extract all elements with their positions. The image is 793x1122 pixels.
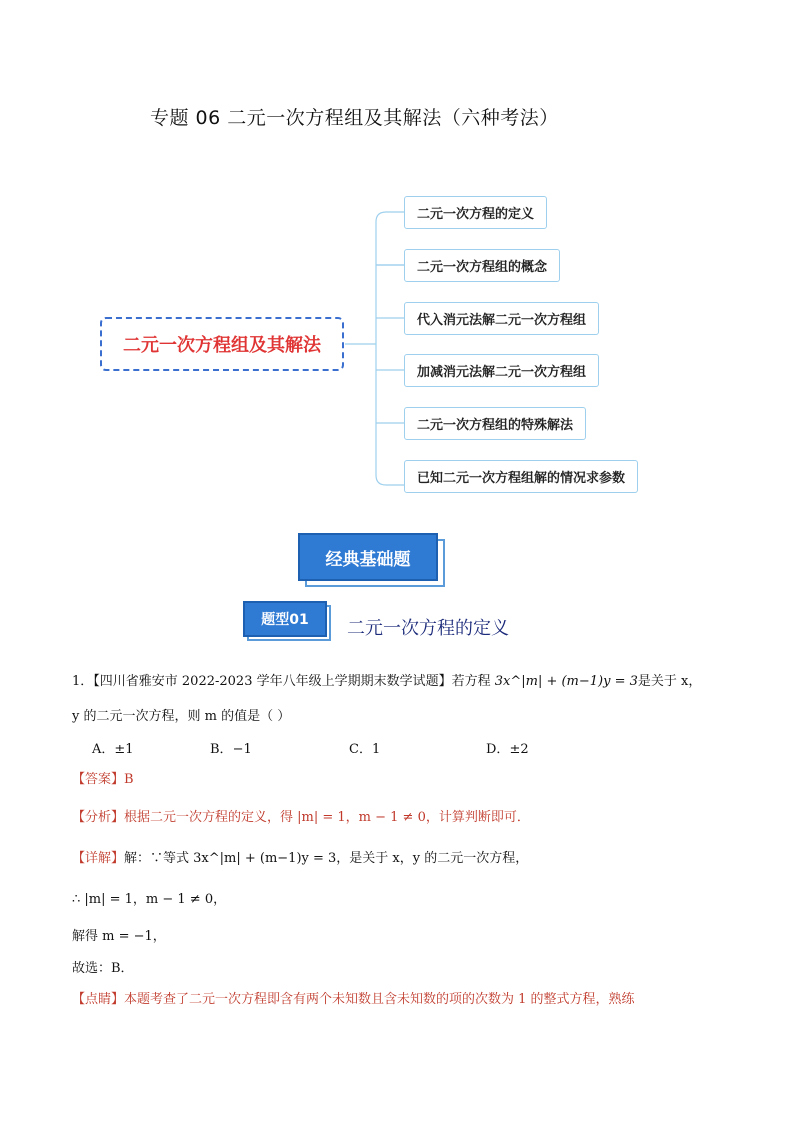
answer-line (72, 768, 134, 787)
answer-value: B (124, 772, 134, 787)
mind-map-branch-special: 二元一次方程组的特殊解法 (404, 407, 586, 440)
comment-text: 本题考查了二元一次方程即含有两个未知数且含未知数的项的次数为 1 的整式方程，熟练 (124, 992, 635, 1007)
option-a: A．±1 (92, 742, 134, 757)
detail-line (72, 847, 528, 866)
mind-map-branch-substitution: 代入消元法解二元一次方程组 (404, 302, 599, 335)
question-equation: 3x^|m| + (m−1)y = 3 (494, 674, 638, 689)
mind-map-branch-elimination: 加减消元法解二元一次方程组 (404, 354, 599, 387)
step-1: ∴ |m| = 1，m − 1 ≠ 0， (72, 892, 227, 907)
mind-map-connectors (0, 0, 793, 520)
analysis-text: 根据二元一次方程的定义，得 |m| = 1，m − 1 ≠ 0，计算判断即可． (124, 810, 530, 825)
analysis-tag: 【分析】 (72, 810, 125, 825)
question-type-tag: 题型01 (243, 601, 327, 637)
option-d: D．±2 (486, 742, 529, 757)
question-line-2: y 的二元一次方程，则 m 的值是（ ） (72, 709, 291, 724)
comment-tag: 【点睛】 (72, 992, 125, 1007)
question-number: 1． (72, 674, 94, 689)
analysis-line (72, 806, 530, 825)
question-source: 【四川省雅安市 2022-2023 学年八年级上学期期末数学试题】 (93, 674, 452, 689)
step-2: 解得 m = −1， (72, 929, 166, 944)
mind-map-branch-parameters: 已知二元一次方程组解的情况求参数 (404, 460, 638, 493)
page-title: 专题 06 二元一次方程组及其解法（六种考法） (150, 107, 559, 129)
detail-tag: 【详解】 (72, 851, 125, 866)
answer-tag: 【答案】 (72, 772, 125, 787)
question-line-1 (72, 670, 701, 689)
option-b: B．−1 (210, 742, 252, 757)
question-stem-after: 是关于 x， (637, 674, 702, 689)
question-type-title: 二元一次方程的定义 (347, 618, 509, 639)
detail-text: 解：∵等式 3x^|m| + (m−1)y = 3，是关于 x，y 的二元一次方程， (124, 851, 529, 866)
step-3: 故选：B． (72, 961, 134, 976)
section-banner: 经典基础题 (298, 533, 438, 581)
question-stem-before: 若方程 (451, 674, 495, 689)
mind-map-branch-concept: 二元一次方程组的概念 (404, 249, 560, 282)
mind-map-branch-definition: 二元一次方程的定义 (404, 196, 547, 229)
mind-map-central-node: 二元一次方程组及其解法 (100, 317, 344, 371)
comment-line (72, 988, 635, 1007)
option-c: C．1 (349, 742, 381, 757)
